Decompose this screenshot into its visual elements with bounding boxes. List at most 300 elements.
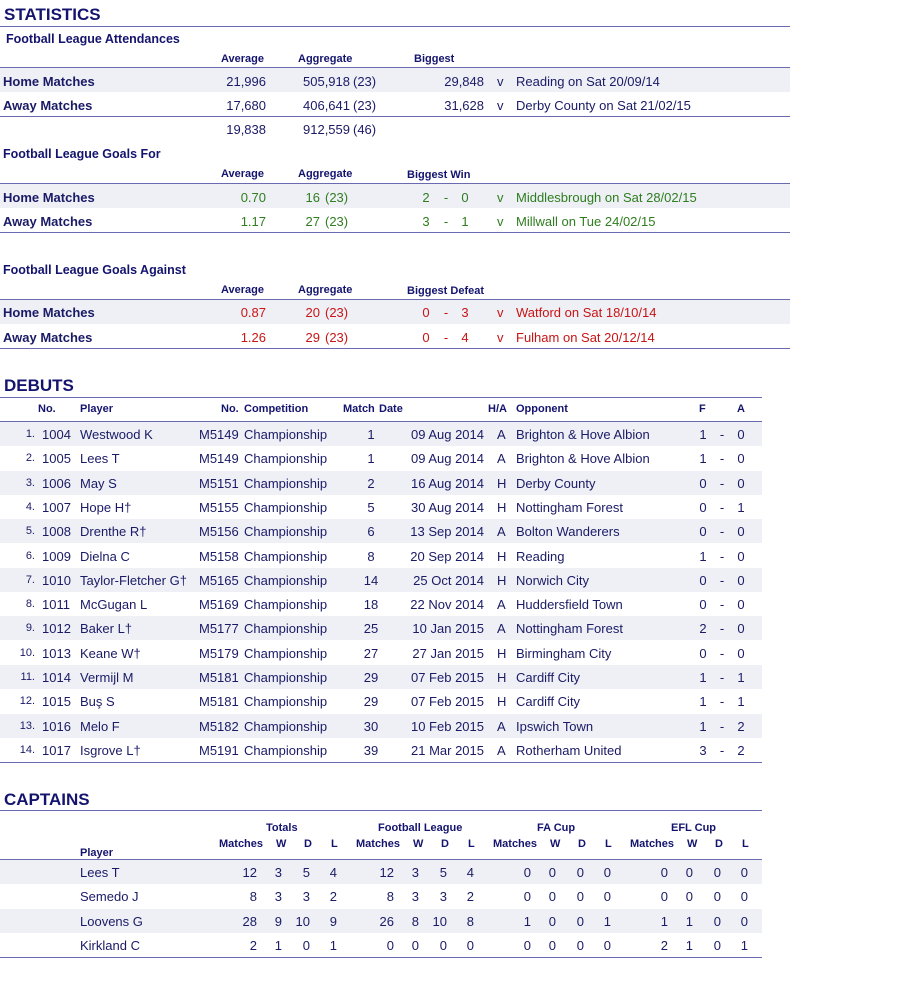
score-against: 0: [737, 548, 745, 564]
score-against: 1: [461, 214, 469, 229]
stat-value: 28: [242, 913, 257, 929]
score-dash: -: [719, 670, 725, 685]
row-index: 3.: [25, 476, 35, 489]
group-efl-cup: EFL Cup: [671, 822, 717, 834]
score-for: 1: [699, 694, 707, 710]
score-for: 0: [699, 475, 707, 491]
player-name: Drenthe R†: [80, 524, 147, 540]
row-index: 5.: [25, 525, 35, 538]
match-count: 14: [363, 572, 379, 588]
stat-value: 9: [274, 913, 282, 929]
match-number: M5177: [199, 621, 239, 637]
stat-value: 9: [329, 913, 337, 929]
score-against: 3: [461, 305, 469, 320]
stat-value: 0: [713, 913, 721, 929]
captain-name: Semedo J: [80, 889, 139, 905]
col-matches: Matches: [630, 838, 675, 850]
score-for: 0: [699, 597, 707, 613]
score-for: 2: [422, 190, 430, 205]
opponent: Reading: [516, 548, 565, 564]
col-aggregate: Aggregate: [298, 284, 353, 296]
versus-label: v: [497, 74, 504, 89]
stat-value: 0: [548, 889, 556, 905]
score-for: 1: [699, 670, 707, 685]
stat-value: 1: [685, 937, 693, 953]
competition: Championship: [244, 499, 328, 515]
row-index: 11.: [20, 671, 35, 683]
match-date: 10 Feb 2015: [410, 718, 484, 734]
competition: Championship: [244, 597, 328, 613]
home-away: H: [497, 670, 507, 685]
opponent-detail: Middlesbrough on Sat 28/02/15: [516, 190, 697, 205]
stat-value: 0: [713, 937, 721, 953]
debuts-title: DEBUTS: [4, 376, 74, 395]
home-away: A: [497, 742, 506, 758]
opponent-detail: Derby County on Sat 21/02/15: [516, 98, 691, 113]
match-date: 07 Feb 2015: [410, 694, 484, 710]
home-away: H: [497, 475, 507, 491]
score-against: 4: [461, 330, 469, 345]
captain-name: Lees T: [80, 865, 120, 880]
aggregate-value: 27: [305, 214, 320, 229]
row-label: Away Matches: [3, 214, 93, 229]
stat-value: 0: [548, 913, 556, 929]
row-label: Home Matches: [3, 74, 95, 89]
row-index: 13.: [19, 719, 35, 732]
group-football-league: Football League: [378, 822, 463, 834]
stat-value: 0: [740, 889, 748, 905]
match-date: 10 Jan 2015: [412, 621, 484, 637]
opponent-detail: Watford on Sat 18/10/14: [516, 305, 657, 320]
match-number: M5191: [199, 742, 239, 758]
col-aggregate: Aggregate: [298, 53, 353, 65]
match-count: 18: [363, 597, 379, 613]
player-number: 1012: [42, 621, 71, 637]
statistics-title: STATISTICS: [4, 5, 101, 24]
player-number: 1015: [42, 694, 71, 710]
opponent: Derby County: [516, 475, 596, 491]
opponent: Huddersfield Town: [516, 597, 623, 613]
opponent: Brighton & Hove Albion: [516, 427, 650, 442]
match-date: 09 Aug 2014: [410, 427, 484, 442]
row-index: 7.: [25, 573, 35, 586]
col-player: Player: [80, 403, 114, 415]
stat-value: 0: [685, 865, 693, 880]
player-name: McGugan L: [80, 597, 148, 613]
row-label: Away Matches: [3, 98, 93, 113]
stat-value: 1: [274, 937, 282, 953]
stat-value: 5: [302, 865, 310, 880]
stat-value: 1: [603, 913, 611, 929]
score-for: 3: [699, 742, 707, 758]
stat-value: 3: [411, 889, 419, 905]
stat-value: 10: [295, 913, 310, 929]
stat-value: 0: [603, 889, 611, 905]
match-number: M5182: [199, 718, 239, 734]
stat-value: 0: [740, 913, 748, 929]
average-value: 21,996: [226, 74, 266, 89]
match-date: 13 Sep 2014: [410, 524, 484, 540]
competition: Championship: [244, 524, 328, 540]
divider: [0, 26, 790, 27]
opponent-detail: Fulham on Sat 20/12/14: [516, 330, 655, 345]
stat-value: 1: [685, 913, 693, 929]
stat-value: 8: [466, 913, 474, 929]
total-average: 19,838: [226, 122, 266, 137]
match-number: M5179: [199, 645, 239, 661]
col-match-no: No.: [221, 403, 239, 415]
row-index: 10.: [19, 646, 35, 659]
col-player: Player: [80, 847, 114, 859]
match-count: 8: [367, 548, 375, 564]
stat-value: 1: [329, 937, 337, 953]
score-dash: -: [719, 742, 725, 758]
stat-value: 1: [740, 937, 748, 953]
stat-value: 0: [523, 889, 531, 905]
col-date: Date: [379, 403, 403, 415]
games-value: (23): [325, 214, 349, 229]
col-w: W: [687, 838, 698, 850]
row-index: 8.: [25, 598, 35, 611]
score-for: 1: [699, 548, 707, 564]
stat-value: 4: [329, 865, 337, 880]
player-number: 1009: [42, 548, 71, 564]
opponent-detail: Millwall on Tue 24/02/15: [516, 214, 656, 229]
competition: Championship: [244, 694, 328, 710]
match-count: 29: [363, 670, 379, 685]
biggest-value: 29,848: [444, 74, 484, 89]
player-name: May S: [80, 475, 117, 491]
score-for: 0: [699, 499, 707, 515]
match-date: 25 Oct 2014: [413, 572, 484, 588]
aggregate-value: 16: [305, 190, 320, 205]
col-w: W: [550, 838, 561, 850]
average-value: 17,680: [226, 98, 266, 113]
stat-value: 1: [523, 913, 531, 929]
games-value: (23): [353, 74, 377, 89]
player-name: Dielna C: [80, 548, 130, 564]
match-count: 1: [367, 427, 375, 442]
stat-value: 0: [713, 889, 721, 905]
stat-value: 3: [411, 865, 419, 880]
goals-against-title: Football League Goals Against: [3, 263, 186, 277]
match-date: 27 Jan 2015: [412, 645, 484, 661]
match-count: 1: [367, 451, 375, 467]
score-dash: -: [719, 451, 725, 467]
score-for: 0: [699, 645, 707, 661]
opponent: Bolton Wanderers: [516, 524, 620, 540]
match-count: 2: [367, 475, 375, 491]
score-dash: -: [719, 694, 725, 710]
score-for: 0: [422, 305, 430, 320]
match-date: 21 Mar 2015: [411, 742, 484, 758]
row-label: Home Matches: [3, 190, 95, 205]
goals-for-title: Football League Goals For: [3, 147, 161, 161]
score-against: 1: [737, 694, 745, 710]
row-index: 6.: [25, 549, 35, 562]
average-value: 1.17: [240, 214, 266, 229]
stat-value: 0: [386, 937, 394, 953]
player-number: 1006: [42, 475, 71, 491]
opponent: Birmingham City: [516, 645, 612, 661]
divider: [0, 348, 790, 349]
col-l: L: [468, 838, 475, 850]
stat-value: 8: [386, 889, 394, 905]
stat-value: 1: [660, 913, 668, 929]
stat-value: 2: [466, 889, 474, 905]
match-date: 07 Feb 2015: [410, 670, 484, 685]
competition: Championship: [244, 670, 328, 685]
aggregate-value: 29: [305, 330, 320, 345]
score-against: 0: [461, 190, 469, 205]
home-away: H: [497, 694, 507, 710]
match-number: M5165: [199, 572, 239, 588]
home-away: H: [497, 645, 507, 661]
row-band: [0, 300, 790, 324]
col-a: A: [737, 403, 745, 415]
opponent: Ipswich Town: [516, 718, 594, 734]
stat-value: 0: [302, 937, 310, 953]
versus-label: v: [497, 98, 504, 113]
score-against: 0: [737, 645, 745, 661]
player-name: Melo F: [80, 718, 120, 734]
score-against: 0: [737, 597, 745, 613]
player-name: Lees T: [80, 451, 120, 467]
divider: [0, 116, 790, 117]
col-average: Average: [221, 53, 265, 65]
player-number: 1011: [42, 597, 70, 613]
score-against: 0: [737, 451, 745, 467]
captain-name: Loovens G: [80, 913, 143, 929]
player-number: 1016: [42, 718, 71, 734]
match-date: 20 Sep 2014: [410, 548, 484, 564]
stat-value: 0: [466, 937, 474, 953]
score-dash: -: [443, 190, 449, 205]
stat-value: 0: [523, 865, 531, 880]
match-date: 30 Aug 2014: [410, 499, 484, 515]
match-count: 39: [363, 742, 379, 758]
home-away: A: [497, 524, 506, 540]
total-aggregate: 912,559: [303, 122, 350, 137]
match-number: M5156: [199, 524, 239, 540]
attendances-title: Football League Attendances: [6, 32, 180, 46]
stat-value: 0: [523, 937, 531, 953]
home-away: A: [497, 597, 506, 613]
score-against: 0: [737, 572, 745, 588]
stat-value: 3: [439, 889, 447, 905]
player-number: 1010: [42, 572, 71, 588]
score-dash: -: [719, 548, 725, 564]
score-against: 1: [737, 670, 745, 685]
score-dash: -: [719, 597, 725, 613]
home-away: H: [497, 572, 507, 588]
match-count: 30: [363, 718, 379, 734]
stat-value: 8: [411, 913, 419, 929]
row-index: 14.: [19, 743, 35, 756]
col-ha: H/A: [488, 403, 507, 415]
average-value: 0.70: [240, 190, 266, 205]
opponent-detail: Reading on Sat 20/09/14: [516, 74, 660, 89]
versus-label: v: [497, 330, 504, 345]
opponent: Norwich City: [516, 572, 589, 588]
player-number: 1008: [42, 524, 71, 540]
divider: [0, 232, 790, 233]
col-biggest-win: Biggest Win: [407, 169, 471, 181]
col-aggregate: Aggregate: [298, 168, 353, 180]
match-number: M5155: [199, 499, 239, 515]
stat-value: 10: [432, 913, 447, 929]
col-match: Match: [343, 403, 375, 415]
score-dash: -: [719, 621, 725, 637]
competition: Championship: [244, 475, 328, 491]
col-no: No.: [38, 403, 56, 415]
row-label: Away Matches: [3, 330, 93, 345]
match-count: 25: [363, 621, 379, 637]
col-d: D: [441, 838, 449, 850]
biggest-value: 31,628: [444, 98, 484, 113]
stat-value: 3: [302, 889, 310, 905]
col-average: Average: [221, 284, 265, 296]
opponent: Cardiff City: [516, 670, 581, 685]
competition: Championship: [244, 621, 328, 637]
stat-value: 0: [740, 865, 748, 880]
col-w: W: [276, 838, 287, 850]
stat-value: 8: [249, 889, 257, 905]
home-away: A: [497, 451, 506, 467]
row-index: 9.: [25, 622, 35, 635]
score-against: 2: [737, 718, 745, 734]
player-number: 1014: [42, 670, 71, 685]
stat-value: 3: [274, 889, 282, 905]
stat-value: 0: [576, 865, 584, 880]
col-w: W: [413, 838, 424, 850]
score-against: 0: [737, 475, 745, 491]
games-value: (23): [325, 190, 349, 205]
match-date: 16 Aug 2014: [410, 475, 484, 491]
match-number: M5158: [199, 548, 239, 564]
opponent: Nottingham Forest: [516, 499, 623, 515]
group-fa-cup: FA Cup: [537, 822, 576, 834]
player-name: Westwood K: [80, 427, 153, 442]
player-number: 1005: [42, 451, 71, 467]
group-totals: Totals: [266, 822, 298, 834]
score-dash: -: [719, 718, 725, 734]
stat-value: 12: [379, 865, 394, 880]
divider: [0, 397, 762, 398]
stat-value: 0: [713, 865, 721, 880]
col-d: D: [578, 838, 586, 850]
match-count: 29: [363, 694, 379, 710]
score-against: 2: [737, 742, 745, 758]
col-biggest-defeat: Biggest Defeat: [407, 285, 485, 297]
match-date: 22 Nov 2014: [410, 597, 484, 613]
col-matches: Matches: [493, 838, 538, 850]
stat-value: 3: [274, 865, 282, 880]
versus-label: v: [497, 190, 504, 205]
col-competition: Competition: [244, 403, 309, 415]
average-value: 0.87: [240, 305, 266, 320]
score-for: 1: [699, 427, 707, 442]
versus-label: v: [497, 305, 504, 320]
opponent: Rotherham United: [516, 742, 622, 758]
stat-value: 0: [576, 889, 584, 905]
competition: Championship: [244, 645, 328, 661]
player-name: Keane W†: [80, 645, 141, 661]
stat-value: 0: [603, 865, 611, 880]
home-away: A: [497, 427, 506, 442]
player-name: Buş S: [80, 694, 115, 710]
captain-name: Kirkland C: [80, 937, 140, 953]
score-dash: -: [719, 524, 725, 540]
col-f: F: [699, 403, 706, 415]
competition: Championship: [244, 572, 328, 588]
match-count: 5: [367, 499, 375, 515]
score-for: 0: [699, 572, 707, 588]
col-d: D: [715, 838, 723, 850]
match-count: 6: [367, 524, 375, 540]
row-band: [0, 68, 790, 92]
stat-value: 0: [660, 889, 668, 905]
score-against: 0: [737, 524, 745, 540]
row-label: Home Matches: [3, 305, 95, 320]
col-average: Average: [221, 168, 265, 180]
match-number: M5151: [199, 475, 239, 491]
opponent: Nottingham Forest: [516, 621, 623, 637]
score-dash: -: [443, 305, 449, 320]
home-away: A: [497, 718, 506, 734]
games-value: (23): [325, 305, 349, 320]
stat-value: 2: [660, 937, 668, 953]
match-number: M5169: [199, 597, 239, 613]
score-against: 0: [737, 621, 745, 637]
average-value: 1.26: [240, 330, 266, 345]
player-number: 1013: [42, 645, 71, 661]
row-index: 12.: [19, 695, 35, 708]
stat-value: 12: [242, 865, 257, 880]
score-dash: -: [719, 645, 725, 661]
player-name: Baker L†: [80, 621, 133, 637]
stat-value: 0: [603, 937, 611, 953]
score-for: 1: [699, 718, 707, 734]
stat-value: 0: [411, 937, 419, 953]
player-name: Isgrove L†: [80, 742, 141, 758]
score-against: 0: [737, 427, 745, 442]
player-number: 1017: [42, 742, 71, 758]
divider: [0, 762, 762, 763]
competition: Championship: [244, 742, 328, 758]
col-matches: Matches: [219, 838, 264, 850]
score-for: 3: [422, 214, 430, 229]
row-index: 2.: [25, 452, 35, 465]
aggregate-value: 20: [305, 305, 320, 320]
match-number: M5149: [199, 451, 239, 467]
total-games: (46): [353, 122, 377, 137]
stat-value: 0: [576, 937, 584, 953]
col-matches: Matches: [356, 838, 401, 850]
score-dash: -: [719, 475, 725, 491]
home-away: H: [497, 548, 507, 564]
stat-value: 0: [576, 913, 584, 929]
player-number: 1007: [42, 499, 71, 515]
match-number: M5149: [199, 427, 239, 442]
aggregate-value: 406,641: [303, 98, 350, 113]
opponent: Cardiff City: [516, 694, 581, 710]
col-d: D: [304, 838, 312, 850]
versus-label: v: [497, 214, 504, 229]
score-for: 1: [699, 451, 707, 467]
player-name: Taylor-Fletcher G†: [80, 572, 187, 588]
col-l: L: [605, 838, 612, 850]
